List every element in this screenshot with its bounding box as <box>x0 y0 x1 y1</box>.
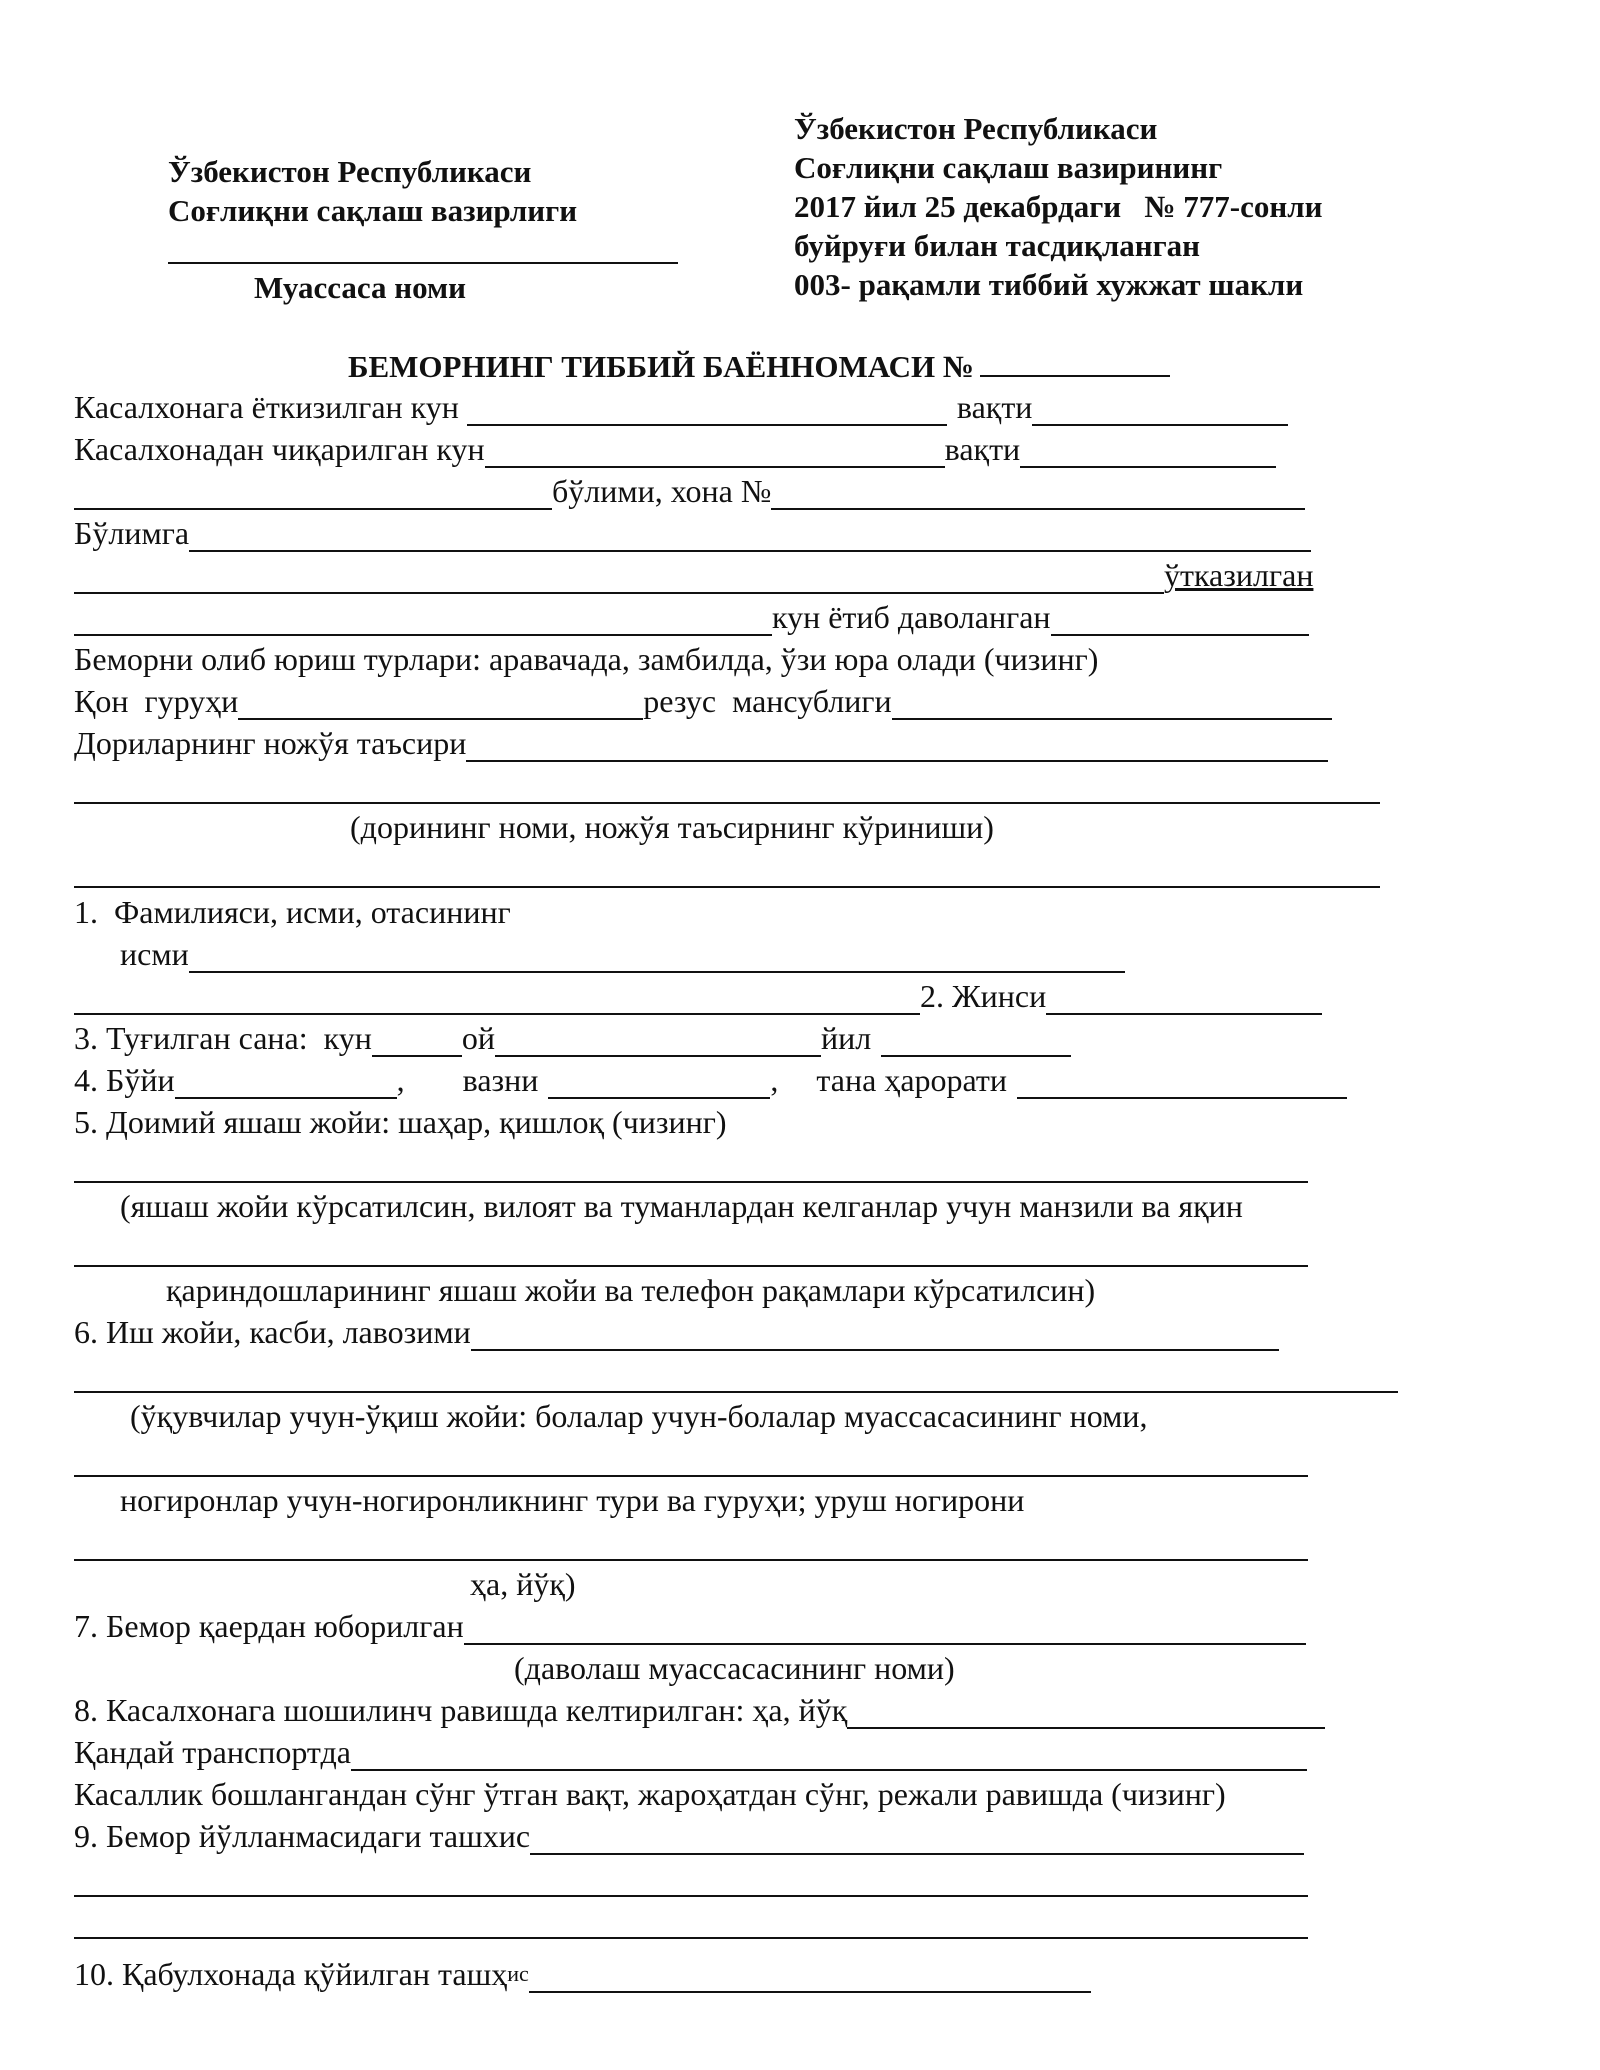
to-department-blank[interactable] <box>189 522 1311 552</box>
row-f7 <box>74 1607 1306 1645</box>
row-f4 <box>74 1061 1347 1099</box>
title-text: БЕМОРНИНГ ТИББИЙ БАЁННОМАСИ № <box>348 349 975 384</box>
side-effects-blank[interactable] <box>466 732 1328 762</box>
weight-label: вазни <box>462 1062 539 1098</box>
full-name-blank-2[interactable] <box>74 985 920 1015</box>
weight-blank[interactable] <box>548 1069 770 1099</box>
transferred-blank[interactable] <box>74 564 1164 594</box>
birth-year-label: йил <box>820 1020 872 1056</box>
document-title <box>348 349 1170 385</box>
admitted-time-label: вақти <box>956 389 1033 425</box>
row-f9-blank3 <box>74 1901 1308 1939</box>
side-effects-label: Дориларнинг ножўя таъсири <box>74 725 467 761</box>
row-transport-types <box>74 640 1098 678</box>
gender-blank[interactable] <box>1046 985 1322 1015</box>
header-right-line4: буйруғи билан тасдиқланган <box>794 228 1201 263</box>
temperature-label: тана ҳарорати <box>816 1062 1007 1098</box>
row-discharged <box>74 430 1276 468</box>
record-number-blank[interactable] <box>980 351 1170 377</box>
referral-diagnosis-blank-3[interactable] <box>74 1909 1308 1939</box>
row-f10 <box>74 1955 1091 1993</box>
days-treated-label: кун ётиб даволанган <box>772 599 1051 635</box>
row-days-treated <box>74 598 1309 636</box>
transport-types-label: Беморни олиб юриш турлари: аравачада, замбилда, ўзи юра олади (чизинг) <box>74 641 1099 677</box>
referred-from-label: 7. Бемор қаердан юборилган <box>74 1608 464 1644</box>
row-f8-time <box>74 1775 1226 1813</box>
referred-from-hint: (даволаш муассасасининг номи) <box>514 1650 955 1686</box>
row-f8 <box>74 1691 1325 1729</box>
blood-group-label: Қон гуруҳи <box>74 683 239 719</box>
residence-blank-2[interactable] <box>74 1237 1308 1267</box>
discharged-time-blank[interactable] <box>1020 438 1276 468</box>
row-f6-blank <box>74 1355 1398 1393</box>
referred-from-blank[interactable] <box>464 1615 1306 1645</box>
header-right <box>794 109 1323 304</box>
transport-blank[interactable] <box>351 1741 1307 1771</box>
residence-label: 5. Доимий яшаш жойи: шаҳар, қишлоқ (чизинг) <box>74 1104 727 1140</box>
row-f6 <box>74 1313 1279 1351</box>
header-left <box>168 152 678 307</box>
row-side-effects-cont <box>74 766 1380 804</box>
discharged-time-label: вақти <box>944 431 1021 467</box>
row-f9-blank2 <box>74 1859 1308 1897</box>
row-f5-hint1 <box>120 1187 1243 1225</box>
temperature-blank[interactable] <box>1017 1069 1347 1099</box>
row-side-effects-cont2 <box>74 850 1380 888</box>
rhesus-label: резус мансублиги <box>643 683 892 719</box>
residence-hint-2: қариндошларининг яшаш жойи ва телефон рақамлари кўрсатилсин) <box>166 1272 1096 1308</box>
header-right-line1: Ўзбекистон Республикаси <box>794 111 1158 146</box>
admission-diagnosis-blank[interactable] <box>529 1963 1091 1993</box>
workplace-hint-1: (ўқувчилар учун-ўқиш жойи: болалар учун-болалар муассасасининг номи, <box>130 1398 1148 1434</box>
rhesus-blank[interactable] <box>892 690 1332 720</box>
residence-hint-1: (яшаш жойи кўрсатилсин, вилоят ва туманлардан келганлар учун манзили ва яқин <box>120 1188 1243 1224</box>
row-f1-a <box>74 893 511 931</box>
transferred-label: ўтказилган <box>1164 557 1314 593</box>
comma-1: , <box>396 1062 405 1098</box>
header-right-line3: 2017 йил 25 декабрдаги № 777-сонли <box>794 189 1323 224</box>
admission-diagnosis-label: 10. Қабулхонада қўйилган ташҳ <box>74 1956 508 1992</box>
f1-label: 1. Фамилияси, исми, отасининг <box>74 894 511 930</box>
to-department-label: Бўлимга <box>74 515 190 551</box>
row-blood-group <box>74 682 1332 720</box>
row-side-effects-hint <box>350 808 994 846</box>
workplace-blank-2[interactable] <box>74 1363 1398 1393</box>
height-blank[interactable] <box>175 1069 397 1099</box>
room-number-blank[interactable] <box>771 480 1305 510</box>
row-f6-blank2 <box>74 1439 1308 1477</box>
header-left-line1: Ўзбекистон Республикаси <box>168 154 532 189</box>
full-name-blank[interactable] <box>189 943 1125 973</box>
row-f1-b <box>120 935 1125 973</box>
workplace-blank-4[interactable] <box>74 1531 1308 1561</box>
residence-blank[interactable] <box>74 1153 1308 1183</box>
emergency-label: 8. Касалхонага шошилинч равишда келтирилган: ҳа, йўқ <box>74 1692 848 1728</box>
row-f5-blank2 <box>74 1229 1308 1267</box>
discharged-day-blank[interactable] <box>485 438 945 468</box>
birth-month-blank[interactable] <box>495 1027 821 1057</box>
side-effects-blank-3[interactable] <box>74 858 1380 888</box>
admission-diagnosis-label-end: ис <box>507 1961 529 1986</box>
referral-diagnosis-label: 9. Бемор йўлланмасидаги ташхис <box>74 1818 531 1854</box>
blood-group-blank[interactable] <box>238 690 643 720</box>
row-f5-blank <box>74 1145 1308 1183</box>
institution-name-line <box>168 232 678 264</box>
birth-day-blank[interactable] <box>372 1027 462 1057</box>
days-treated-blank[interactable] <box>74 606 772 636</box>
referral-diagnosis-blank-2[interactable] <box>74 1867 1308 1897</box>
department-room-label: бўлими, хона № <box>552 473 772 509</box>
row-f2 <box>74 977 1322 1015</box>
time-since-onset-label: Касаллик бошлангандан сўнг ўтган вақт, жароҳатдан сўнг, режали равишда (чизинг) <box>74 1776 1226 1812</box>
comma-2: , <box>770 1062 779 1098</box>
row-f5 <box>74 1103 727 1141</box>
workplace-hint-2: ногиронлар учун-ногиронликнинг тури ва гуруҳи; уруш ногирони <box>120 1482 1025 1518</box>
workplace-blank[interactable] <box>471 1321 1279 1351</box>
emergency-blank[interactable] <box>847 1699 1325 1729</box>
row-side-effects <box>74 724 1328 762</box>
institution-caption: Муассаса номи <box>254 270 466 305</box>
header-right-line5: 003- рақамли тиббий хужжат шакли <box>794 267 1304 302</box>
admitted-day-blank[interactable] <box>467 396 947 426</box>
admitted-time-blank[interactable] <box>1032 396 1288 426</box>
transport-label: Қандай транспортда <box>74 1734 351 1770</box>
side-effects-hint: (дорининг номи, ножўя таъсирнинг кўриниши) <box>350 809 994 845</box>
row-transferred <box>74 556 1313 594</box>
height-label: 4. Бўйи <box>74 1062 175 1098</box>
birth-year-blank[interactable] <box>881 1027 1071 1057</box>
department-blank[interactable] <box>74 480 552 510</box>
header-left-line2: Соғлиқни сақлаш вазирлиги <box>168 193 578 228</box>
header-right-line2: Соғлиқни сақлаш вазирининг <box>794 150 1223 185</box>
row-department-room <box>74 472 1305 510</box>
row-f6-hint2 <box>120 1481 1024 1519</box>
discharged-day-label: Касалхонадан чиқарилган кун <box>74 431 485 467</box>
workplace-label: 6. Иш жойи, касби, лавозими <box>74 1314 471 1350</box>
row-f7-hint <box>514 1649 955 1687</box>
workplace-hint-3: ҳа, йўқ) <box>470 1566 576 1602</box>
row-f9 <box>74 1817 1304 1855</box>
row-to-department <box>74 514 1311 552</box>
workplace-blank-3[interactable] <box>74 1447 1308 1477</box>
row-admitted <box>74 388 1288 426</box>
row-f6-hint3 <box>470 1565 576 1603</box>
row-f3 <box>74 1019 1071 1057</box>
gender-label: 2. Жинси <box>920 978 1047 1014</box>
side-effects-blank-2[interactable] <box>74 774 1380 804</box>
row-f8-transport <box>74 1733 1307 1771</box>
days-treated-extra-blank[interactable] <box>1051 606 1309 636</box>
birth-month-label: ой <box>461 1020 495 1056</box>
referral-diagnosis-blank[interactable] <box>530 1825 1304 1855</box>
f1-name-label: исми <box>120 936 189 972</box>
row-f6-blank3 <box>74 1523 1308 1561</box>
birth-date-label: 3. Туғилган сана: кун <box>74 1020 372 1056</box>
admitted-day-label: Касалхонага ёткизилган кун <box>74 389 459 425</box>
row-f6-hint1 <box>130 1397 1148 1435</box>
row-f5-hint2 <box>166 1271 1095 1309</box>
